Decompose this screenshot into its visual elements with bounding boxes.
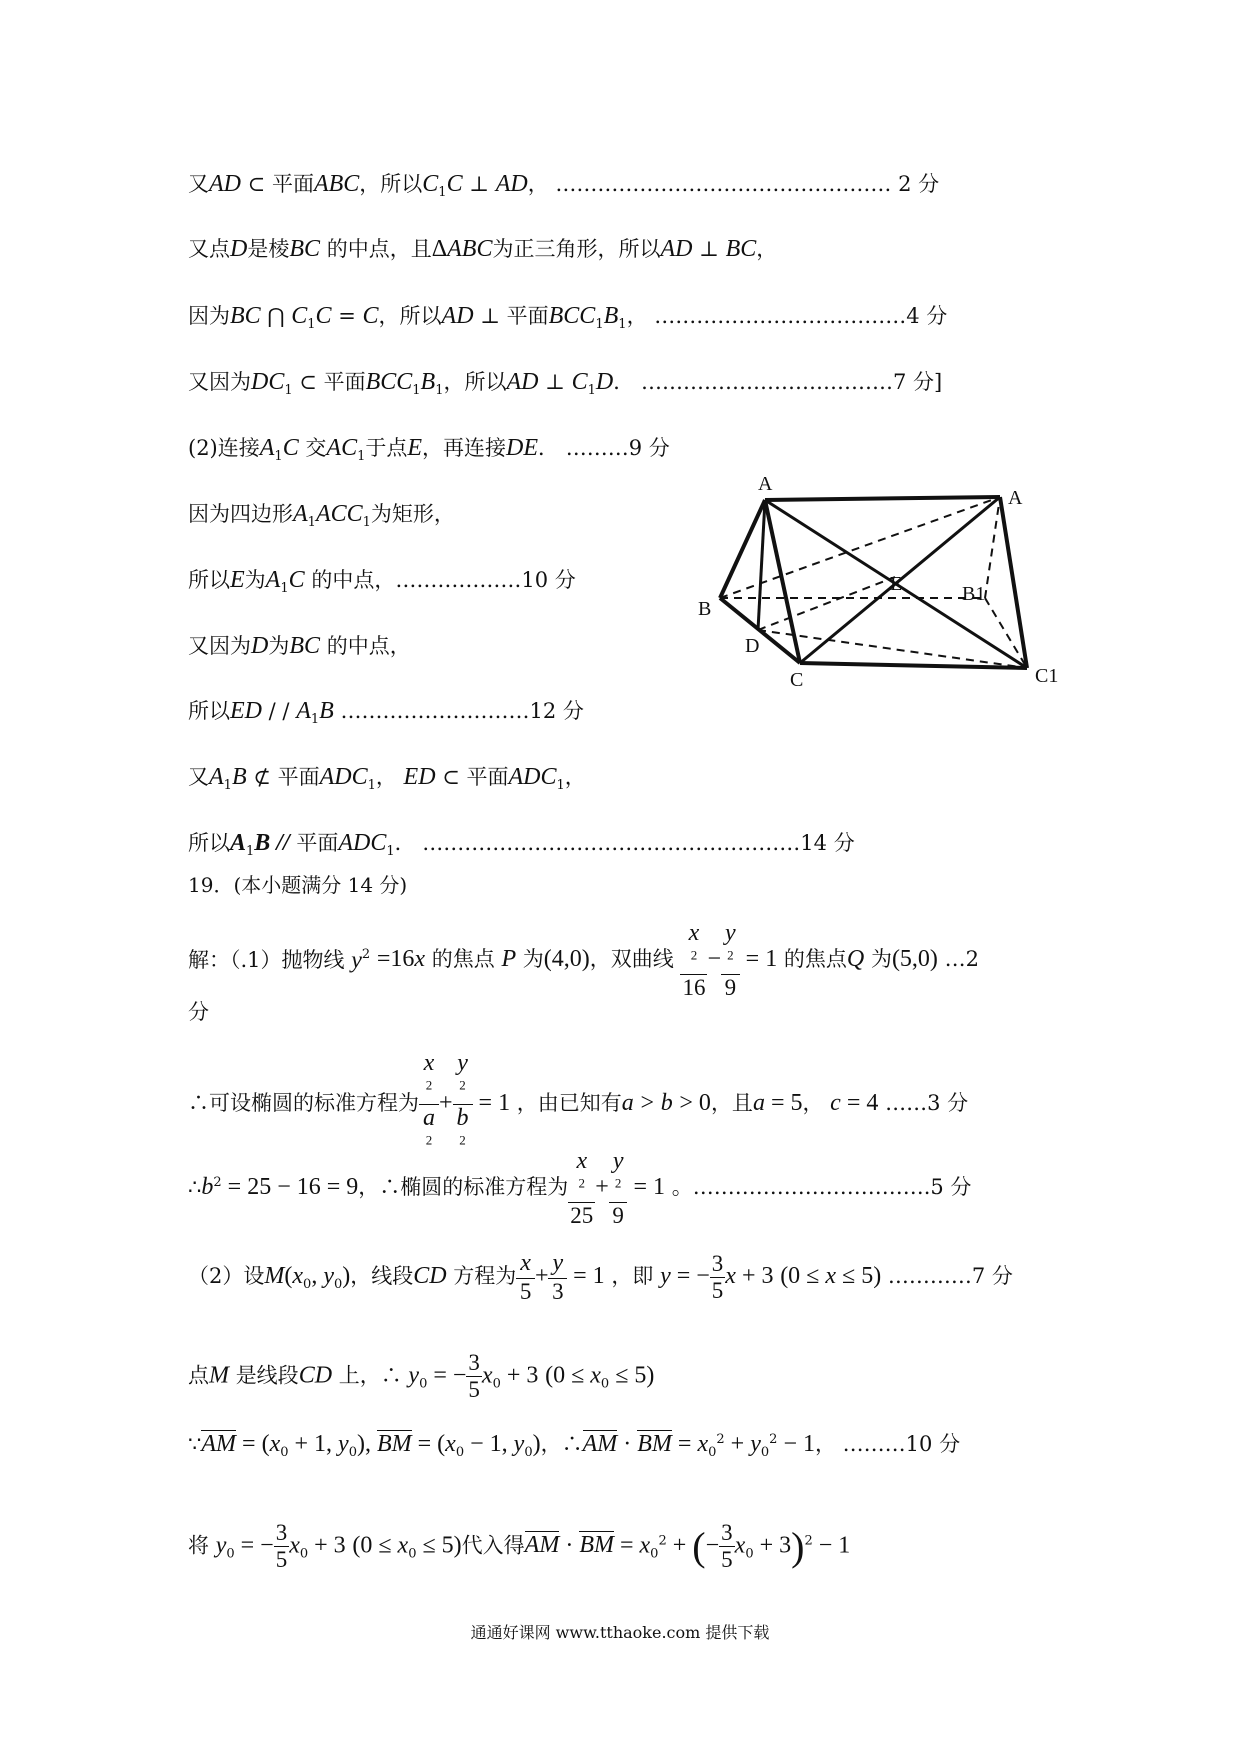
fraction: $\frac{3}{5}$ [721,1520,733,1573]
text: ， [756,237,778,261]
fraction: $\frac{3}{5}$ [468,1350,480,1403]
text: 为正三角形，所以 [492,237,661,261]
text: 上，∴ [338,1363,402,1388]
text: 因为四边形 [188,502,293,526]
text: 的中点， [311,568,396,592]
label-b1: B1 [962,583,986,605]
text: 是线段 [235,1363,299,1388]
line-9: 所以ED / / $A_1B$ ………………………12 分 [188,698,584,728]
line-11: 所以$A_1B$ // 平面$ADC_1$． ………………………………………………14 分 [188,830,855,860]
text: 代入得 [461,1533,525,1558]
text: ，由已知有 [516,1091,622,1116]
text: 为 [268,634,290,658]
text: ，再连接 [422,436,507,460]
line-15: ∴可设椭圆的标准方程为 x $^2$ a $^2$ + y $^2$ b $^2$ = 1 ，由已知有a > b > 0，且a = 5， c = 4 ……3 分 [188,1050,968,1159]
text: 又因为 [188,370,251,394]
line-13: 解：（.1）抛物线 $y^2 =16x$ 的焦点 P 为(4,0)，双曲线 x $^2$ 16 − y $^2$ 9 = 1 的焦点Q 为(5,0) …2 [188,920,979,1001]
text: ， [527,172,549,196]
text: ∵ [188,1432,202,1456]
line-10: 又$A_1B$ ⊄ 平面$ADC_1$， ED ⊂ 平面$ADC_1$， [188,764,586,794]
edge-a-a1 [765,497,1000,500]
label-b: B [698,598,712,620]
text: ，所以 [443,370,507,394]
text: 将 [188,1533,209,1558]
text: ，即 [611,1264,654,1289]
score-marker: ……3 分 [885,1091,969,1116]
fraction: $\frac{y}{3}$ [548,1250,567,1305]
line-4: 又因为$DC_1$ ⊂ 平面$BCC_1B_1$，所以AD ⊥ $C_1D$． ………………………………7 分] [188,369,943,399]
score-marker: ………………………………………………14 分 [422,831,855,855]
text: 又 [188,172,209,196]
score-marker: ………………………12 分 [340,699,584,723]
text: 的中点，且 [326,237,432,261]
score-marker: ………10 分 [842,1432,961,1456]
text: ，∴ [540,1432,583,1456]
line-1: 又AD ⊂ 平面ABC，所以$C_1C$ ⊥ AD， ………………………………………… 2 分 [188,171,940,201]
text: 于点 [365,436,408,460]
line-5: (2)连接$A_1C$ 交$AC_1$于点E，再连接DE． ………9 分 [188,435,670,465]
score-marker: ………………10 分 [395,568,576,592]
label-e: E [890,573,903,595]
line-17: （2）设$M(x_0$, $y_0$)，线段CD 方程为 $\frac{x}{5}$ + $\frac{y}{3}$ = 1 ，即 y = − $\frac{3}{5}$ x + 3 (0 ≤ x ≤ 5) …………7 分 [188,1250,1013,1304]
text: （2）设 [188,1264,265,1289]
fraction: $\frac{3}{5}$ [711,1250,724,1304]
text: 又因为 [188,634,251,658]
text: ， [564,765,586,789]
text: ∴ [188,1175,202,1200]
score-marker: ………………………………4 分 [654,304,948,328]
text: 分 [188,1000,209,1024]
fraction: x $^2$ a $^2$ [419,1050,439,1159]
score-marker: …………………………….5 分 [692,1175,972,1200]
text: 为 [244,568,266,592]
label-c: C [790,669,804,691]
text: ， [375,765,397,789]
text: ． [613,370,635,394]
text: 的中点， [326,634,411,658]
score-marker: ………………………………………… 2 分 [555,172,940,196]
label-a: A [758,473,773,495]
text: ， [626,304,648,328]
text: ，所以 [378,304,442,328]
label-a1: A [1008,487,1023,509]
text: ， [802,1091,824,1116]
fraction: y $^2$ 9 [721,920,740,1001]
line-14 [188,1000,209,1025]
score-marker: …………7 分 [887,1264,1013,1289]
text: 交 [305,436,327,460]
line-3: 因为BC ⋂ $C_1C = C$，所以AD ⊥ 平面$BCC_1B_1$， ………………………………4 分 [188,303,948,333]
text: 因为 [188,304,230,328]
label-d: D [745,635,760,657]
text: (2)连接 [188,436,260,460]
score-marker: ………9 分 [565,436,670,460]
line-16: $\therefore b^2 = 25 - 16 = 9$，∴椭圆的标准方程为 x $^2$ 25 + y $^2$ 9 = 1 。…………………………….5 分 [188,1148,972,1229]
text: 点 [188,1363,209,1388]
text: ． [538,436,560,460]
edge-b1-a1 [985,497,1000,598]
edge-d-e [758,577,895,630]
text: 平面 [271,172,314,196]
edge-c-c1 [800,663,1027,668]
line-18: 点M 是线段CD 上，∴ $y_0$ = − $\frac{3}{5}$ $x_0 + 3$ $(0 \le x_0 \le 5)$ [188,1350,655,1403]
text: 所以 [188,699,230,723]
line-20: 将 $y_0$ = − $\frac{3}{5}$ $x_0 + 3$ $(0 \le x_0 \le 5)$代入得AM · BM = $x_0^2$ + (− $\frac{3}{5}$ $x_0 + 3)^2 - 1$ [188,1520,851,1573]
text: ，且 [710,1091,753,1116]
problem-19-heading [188,873,407,897]
text: ． [394,831,416,855]
text: 是棱 [247,237,290,261]
line-8: 又因为D为BC 的中点， [188,633,411,659]
edge-a-b [720,500,765,598]
text: 平面 [296,831,339,855]
text: ，所以 [359,172,423,196]
text: ，线段 [350,1264,414,1289]
text: ∴可设椭圆的标准方程为 [188,1091,419,1116]
prism-figure [690,470,1080,695]
text: 19．(本小题满分 14 分) [188,873,408,897]
text: 所以 [188,831,230,855]
text: 的焦点 [431,947,495,972]
text: 为 [870,947,892,972]
line-6: 因为四边形$A_1ACC_1$为矩形， [188,501,455,531]
text: 所以 [188,568,230,592]
fraction: $\frac{x}{5}$ [516,1250,535,1305]
edge-a1-c1 [1000,497,1027,668]
text: ，双曲线 [589,947,674,972]
line-7: 所以E为$A_1C$ 的中点，………………10 分 [188,567,576,597]
fraction: x $^2$ 16 [682,920,706,1001]
line-2: 又点D是棱BC 的中点，且ΔABC为正三角形，所以AD ⊥ BC， [188,236,778,262]
text: 又 [188,765,209,789]
text: 的焦点 [783,947,847,972]
edge-a-d [758,500,765,630]
line-19: ∵AM = ($x_0 + 1$, $y_0$), BM = ($x_0 - 1$, $y_0$)，∴AM · BM = $x_0^2 + y_0^2 - 1$， ………10 分 [188,1431,961,1461]
text: 为矩形， [370,502,455,526]
text: 又点 [188,237,230,261]
text: …2 [944,947,979,972]
score-marker: ………………………………7 分] [640,370,943,394]
text: ，∴椭圆的标准方程为 [358,1175,569,1200]
fraction: y $^2$ b $^2$ [453,1050,473,1159]
text: 方程为 [453,1264,517,1289]
fraction: y $^2$ 9 [609,1148,628,1229]
text: 平面 [323,370,366,394]
text: 平面 [277,765,320,789]
text: 解：（.1）抛物线 [188,948,345,973]
text: 平面 [466,765,509,789]
text: 平面 [506,304,549,328]
text: 为 [522,947,544,972]
label-c1: C1 [1035,665,1059,687]
fraction: x $^2$ 25 [570,1148,594,1229]
text: ， [814,1432,836,1456]
fraction: $\frac{3}{5}$ [275,1520,288,1573]
footer: 通通好课网 www.tthaoke.com 提供下载 [470,1623,770,1642]
text: 。 [671,1175,693,1200]
